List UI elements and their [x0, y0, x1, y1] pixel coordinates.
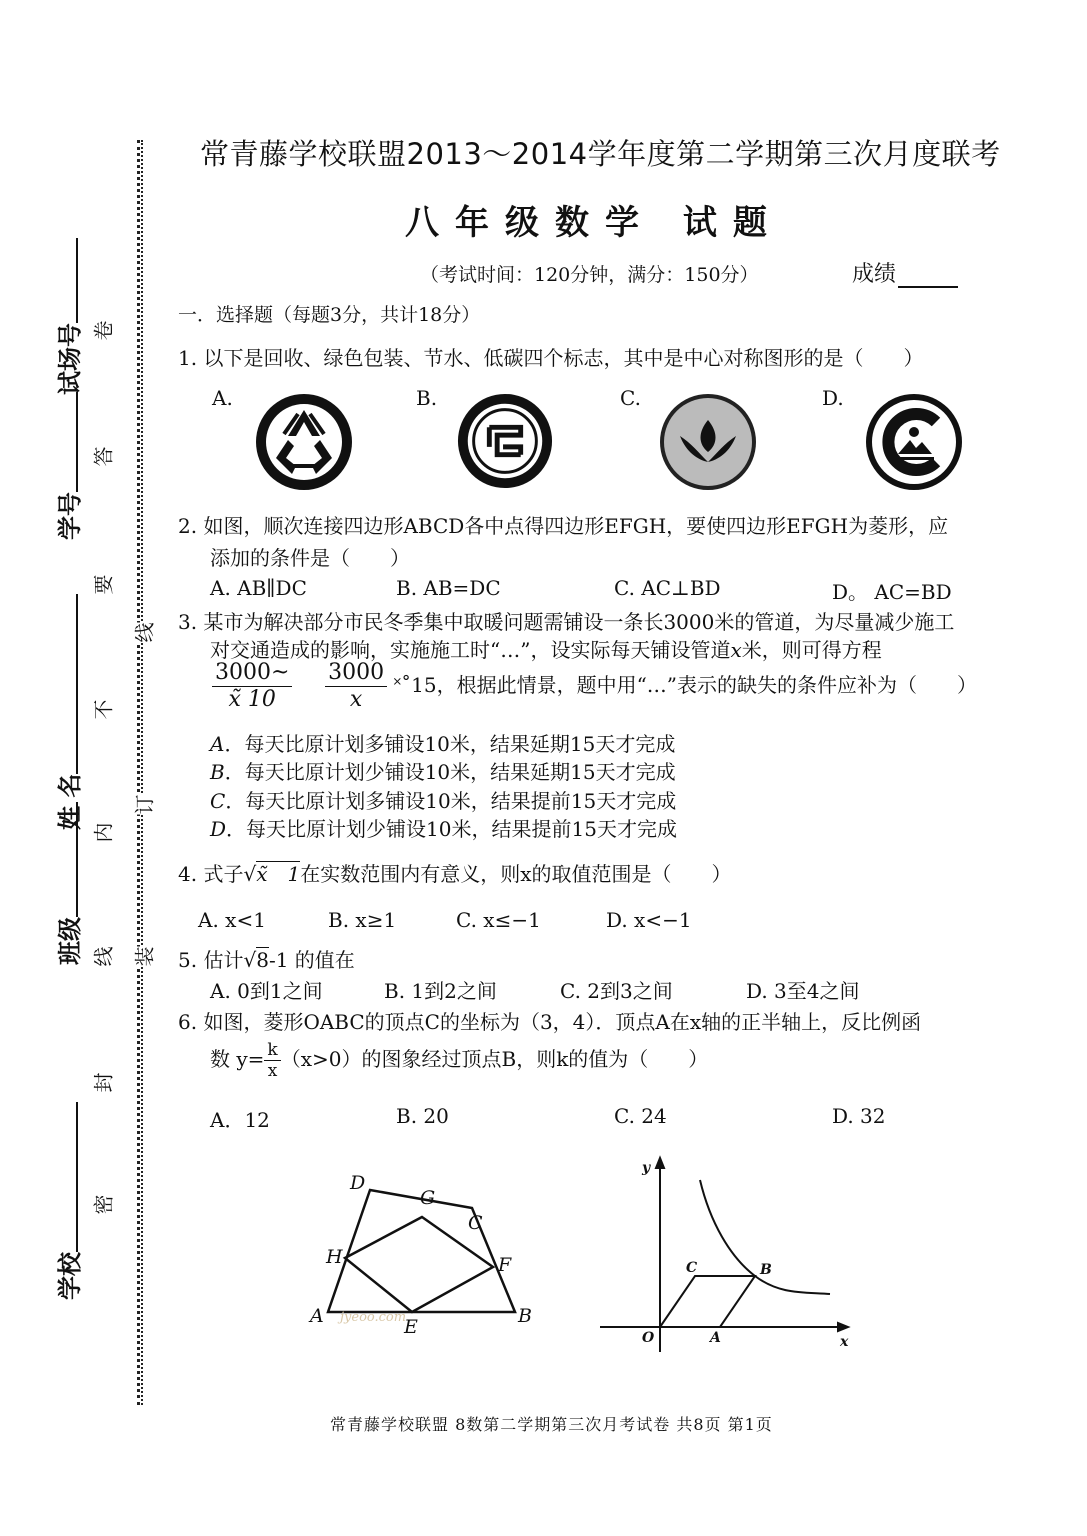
option-text: ．每天比原计划少铺设10米，结果提前15天才完成	[226, 817, 677, 841]
label-C: C	[468, 1212, 483, 1234]
exam-info: （考试时间：120分钟，满分：150分）	[420, 264, 759, 286]
q6-option-c: C. 24	[614, 1104, 667, 1128]
fraction-numerator: 3000	[325, 660, 387, 687]
q6-option-a: A．12	[210, 1108, 270, 1132]
q5-option-b: B. 1到2之间	[384, 979, 497, 1003]
score-label: 成绩	[852, 262, 897, 287]
label-F: F	[498, 1254, 512, 1276]
label-x: x	[840, 1334, 849, 1350]
q1-label-a: A.	[212, 386, 233, 410]
fraction-numerator: 3000~	[212, 660, 292, 687]
margin-dotted-line-inner	[141, 140, 143, 1405]
q1-label-d: D.	[822, 386, 844, 410]
label-C: C	[686, 1260, 698, 1276]
fraction-numerator: k	[264, 1040, 280, 1061]
question-3-line-2	[210, 634, 882, 663]
label-A: A	[710, 1330, 721, 1346]
q3-fraction-1	[212, 660, 292, 713]
q4-option-c: C. x≤−1	[456, 908, 541, 932]
option-letter: A	[210, 732, 225, 756]
field-exam-room	[50, 238, 85, 395]
field-blank[interactable]	[56, 594, 78, 774]
field-blank[interactable]	[56, 392, 78, 492]
q6-prefix: 数 y=	[210, 1047, 265, 1071]
q3-text: 米，则可得方程	[741, 638, 882, 662]
q5-option-a: A. 0到1之间	[210, 979, 323, 1003]
seal-char: 不	[91, 699, 116, 720]
fraction-denominator: x	[349, 687, 363, 712]
option-letter: D	[210, 817, 227, 841]
question-6-line-2	[210, 1040, 708, 1081]
q3-option-d	[210, 813, 677, 842]
question-5	[178, 944, 355, 973]
question-4	[178, 858, 732, 887]
option-text: ．每天比原计划多铺设10米，结果提前15天才完成	[225, 789, 677, 813]
seal-char: 要	[91, 574, 116, 595]
q4-suffix: 在实数范围内有意义，则x的取值范围是（ ）	[300, 862, 732, 886]
seal-char: 密	[91, 1194, 116, 1215]
sqrt-icon: √	[243, 862, 257, 886]
q6-fraction	[264, 1040, 280, 1081]
field-school	[50, 1102, 85, 1300]
field-blank[interactable]	[56, 1102, 78, 1252]
label-O: O	[642, 1330, 655, 1346]
q2-option-b: B. AB=DC	[396, 576, 501, 600]
question-6-line-1: 6. 如图，菱形OABC的顶点C的坐标为（3，4）．顶点A在x轴的正半轴上，反比例函	[178, 1010, 922, 1034]
q3-equation-tail: ˟˚15，根据此情景，题中用“…”表示的缺失的条件应补为（ ）	[393, 673, 978, 697]
page-footer: 常青藤学校联盟 8数第二学期第三次月考试卷 共8页 第1页	[330, 1415, 773, 1434]
q3-text: 对交通造成的影响，实施施工时“…”，设实际每天铺设管道	[210, 638, 731, 662]
seal-char: 答	[91, 446, 116, 467]
label-E: E	[404, 1316, 418, 1338]
green-package-logo-icon	[456, 392, 554, 490]
figure-quadrilateral	[300, 1165, 550, 1345]
field-label: 班级	[56, 917, 84, 965]
q5-option-c: C. 2到3之间	[560, 979, 673, 1003]
seal-char-inner: 装	[129, 947, 158, 967]
label-D: D	[350, 1172, 366, 1194]
option-letter: B	[210, 760, 225, 784]
fraction-denominator: x̃ 10	[228, 687, 276, 712]
score-blank[interactable]	[898, 264, 958, 288]
option-letter: C	[210, 789, 226, 813]
seal-char: 封	[91, 1072, 116, 1093]
q2-option-a: A. AB∥DC	[210, 576, 307, 600]
field-blank[interactable]	[56, 802, 78, 917]
q2-option-c: C. AC⊥BD	[614, 576, 721, 600]
q6-suffix: （x>0）的图象经过顶点B，则k的值为（ ）	[280, 1047, 709, 1071]
water-saving-logo-icon	[658, 392, 758, 492]
q3-option-a	[210, 728, 675, 757]
q3-fraction-2	[325, 660, 387, 713]
question-2-line-2: 添加的条件是（ ）	[210, 546, 410, 570]
q5-option-d: D. 3至4之间	[746, 979, 860, 1003]
q4-prefix: 4. 式子	[178, 862, 244, 886]
q4-option-d: D. x<−1	[606, 908, 692, 932]
margin-dotted-line-outer	[137, 140, 140, 1405]
q6-option-d: D. 32	[832, 1104, 886, 1128]
q4-option-b: B. x≥1	[328, 908, 397, 932]
figure-watermark: jyeoo.com	[340, 1310, 407, 1325]
field-class	[50, 802, 85, 965]
label-A: A	[310, 1305, 324, 1327]
figure-coordinate-graph	[600, 1152, 860, 1362]
option-text: ．每天比原计划少铺设10米，结果延期15天才完成	[224, 760, 676, 784]
label-B: B	[518, 1305, 532, 1327]
q4-option-a: A. x<1	[198, 908, 266, 932]
q3-equation	[212, 660, 977, 713]
q5-radicand: 8	[256, 948, 269, 972]
q3-option-c	[210, 785, 676, 814]
q3-option-b	[210, 756, 676, 785]
recycle-logo-icon	[254, 392, 354, 492]
seal-char-inner: 订	[129, 795, 158, 815]
exam-title: 常青藤学校联盟2013～2014学年度第二学期第三次月度联考	[200, 137, 1001, 171]
q2-option-d: D。 AC=BD	[832, 580, 952, 604]
q1-label-c: C.	[620, 386, 641, 410]
field-name	[50, 594, 85, 830]
field-blank[interactable]	[56, 238, 78, 323]
seal-char: 卷	[91, 320, 116, 341]
question-2-line-1: 2. 如图，顺次连接四边形ABCD各中点得四边形EFGH，要使四边形EFGH为菱形，应	[178, 514, 949, 538]
label-B: B	[760, 1262, 772, 1278]
q6-option-b: B. 20	[396, 1104, 449, 1128]
low-carbon-logo-icon	[864, 392, 964, 492]
seal-char: 线	[91, 946, 116, 967]
sqrt-icon: √	[243, 948, 257, 972]
seal-char: 内	[91, 822, 116, 843]
option-text: ．每天比原计划多铺设10米，结果延期15天才完成	[224, 732, 676, 756]
exam-subtitle: 八年级数学 试题	[405, 203, 783, 243]
question-1: 1. 以下是回收、绿色包装、节水、低碳四个标志，其中是中心对称图形的是（ ）	[178, 346, 924, 370]
label-G: G	[420, 1187, 436, 1209]
q1-label-b: B.	[416, 386, 438, 410]
score-field	[852, 257, 958, 288]
field-label: 姓 名	[56, 773, 84, 830]
fraction-denominator: x	[267, 1061, 278, 1081]
field-label: 试场号	[56, 323, 84, 395]
q5-prefix: 5. 估计	[178, 948, 244, 972]
q3-variable: x	[730, 638, 742, 662]
section-heading: 一．选择题（每题3分，共计18分）	[178, 304, 481, 326]
field-label: 学号	[56, 492, 84, 540]
q5-suffix: -1 的值在	[268, 948, 355, 972]
question-3-line-1: 3. 某市为解决部分市民冬季集中取暖问题需铺设一条长3000米的管道，为尽量减少施工	[178, 610, 955, 634]
field-label: 学校	[56, 1252, 84, 1300]
q4-radicand: x̃ 1	[256, 862, 301, 886]
seal-char-inner: 线	[129, 623, 158, 643]
field-student-id	[50, 392, 85, 540]
label-H: H	[326, 1246, 343, 1268]
label-y: y	[642, 1160, 651, 1176]
